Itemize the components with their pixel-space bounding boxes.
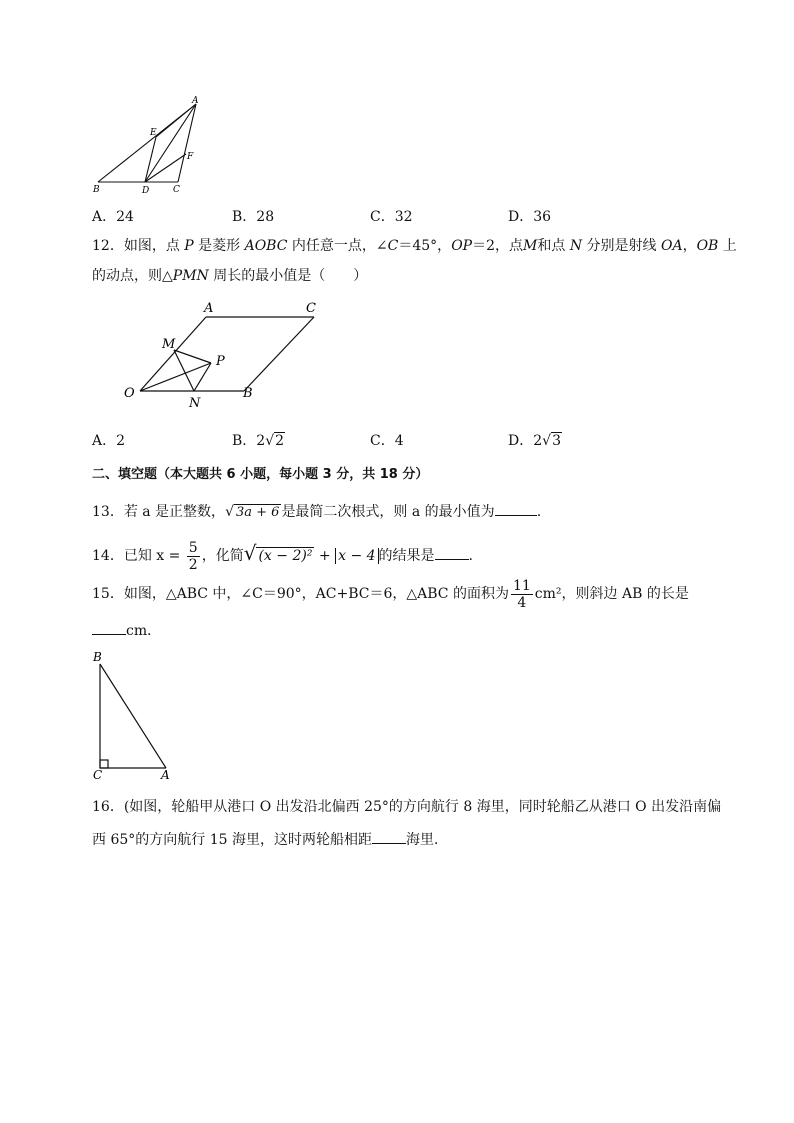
- fraction: $\frac{11}{4}$: [512, 577, 531, 611]
- q16-line-2: 西 65°的方向航行 15 海里，这时两轮船相距 海里．: [92, 829, 448, 850]
- q15-line-2: cm．: [92, 620, 161, 641]
- q15-answer-blank[interactable]: [92, 620, 126, 635]
- fraction: $\frac{5}{2}$: [188, 539, 198, 573]
- fig12-label-p: P: [216, 354, 225, 369]
- fig11-label-d: D: [142, 186, 150, 196]
- q11-option-a[interactable]: A．24: [92, 209, 134, 225]
- fig11-label-e: E: [150, 128, 157, 138]
- fig12-label-a: A: [204, 301, 214, 316]
- section-2-title: 二、填空题（本大题共 6 小题，每小题 3 分，共 18 分）: [92, 467, 429, 482]
- figure-q12: [118, 296, 328, 414]
- fig11-label-c: C: [173, 185, 180, 195]
- fig12-label-m: M: [162, 337, 176, 352]
- q16-line-1: 16．(如图，轮船甲从港口 O 出发沿北偏西 25°的方向航行 8 海里，同时轮船乙从港口 O 出发沿南偏: [92, 799, 722, 815]
- fig12-label-n: N: [189, 396, 201, 411]
- q16-answer-blank[interactable]: [372, 829, 406, 844]
- q14-answer-blank[interactable]: [435, 545, 469, 560]
- fig11-label-a: A: [192, 96, 199, 106]
- sqrt-sign: √: [225, 504, 234, 520]
- q13: 13．若 a 是正整数，√ 3a + 6 是最简二次根式，则 a 的最小值为 .: [92, 501, 541, 523]
- q11-option-b[interactable]: B．28: [232, 209, 275, 225]
- figure-q15: [88, 648, 176, 782]
- q12-option-b[interactable]: B．2√2: [232, 433, 285, 449]
- q12-line-1: 12．如图，点 P 是菱形 AOBC 内任意一点，∠C＝45°，OP＝2，点M和点 N 分别是射线 OA，OB 上: [92, 238, 737, 254]
- q12-option-d[interactable]: D．2√3: [508, 433, 561, 449]
- sqrt-sign: √: [542, 433, 552, 449]
- fig12-label-c: C: [306, 301, 316, 316]
- q12-option-a[interactable]: A．2: [92, 433, 126, 449]
- q15-line-1: 15．如图，△ABC 中，∠C＝90°，AC+BC＝6，△ABC 的面积为 $\frac{11}{4}$ cm²，则斜边 AB 的长是: [92, 577, 689, 611]
- figure-q11: [88, 92, 212, 198]
- q14: 14．已知 x = $\frac{5}{2}$ ，化简√ (x − 2)² + x − 4 的结果是 .: [92, 539, 473, 573]
- fig11-label-b: B: [93, 185, 100, 195]
- q12-option-c[interactable]: C．4: [370, 433, 404, 449]
- q11-option-d[interactable]: D．36: [508, 209, 552, 225]
- fig15-label-c: C: [93, 768, 103, 782]
- sqrt-sign: √: [243, 541, 257, 565]
- fig15-label-a: A: [161, 768, 170, 782]
- fig12-label-b: B: [243, 386, 253, 401]
- sqrt-sign: √: [265, 433, 275, 449]
- q11-option-c[interactable]: C．32: [370, 209, 413, 225]
- fig15-label-b: B: [93, 650, 102, 664]
- fig12-label-o: O: [124, 386, 135, 401]
- q13-answer-blank[interactable]: [495, 501, 537, 516]
- fig11-label-f: F: [187, 152, 194, 162]
- q12-line-2: 的动点，则△PMN 周长的最小值是（ ）: [92, 268, 368, 284]
